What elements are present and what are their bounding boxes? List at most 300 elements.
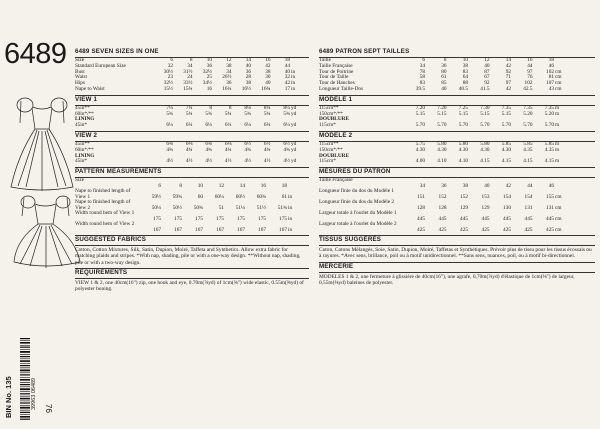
row-value: 4.00: [415, 158, 425, 165]
row-value: 4.30: [437, 146, 447, 153]
modele2-lining-table-fr: [319, 159, 595, 165]
row-value: 7¼: [185, 104, 193, 111]
row-value: 425: [460, 226, 468, 233]
row-value: 33½: [183, 80, 193, 87]
row-value: 51: [218, 204, 224, 211]
pattern-number: 6489: [4, 38, 67, 70]
row-value: 6⅜: [224, 140, 232, 147]
row-value: 81: [548, 74, 554, 81]
row-value: 30½: [163, 68, 173, 75]
row-value: 60½: [235, 193, 245, 200]
table-row: [75, 222, 309, 233]
row-unit: m: [555, 110, 560, 117]
row-label: 45in*: [75, 158, 88, 165]
row-value: 175: [195, 215, 203, 222]
row-value: 4¾: [224, 146, 232, 153]
row-label: Longueur Taille-Dos: [319, 85, 364, 92]
row-value: 7.35: [544, 104, 554, 111]
row-value: 6½: [263, 140, 271, 147]
row-label: Largeur totale à l'ourlet du Modèle 1: [319, 210, 397, 217]
row-value: 5¾: [205, 110, 212, 117]
row-value: 4.30: [458, 146, 468, 153]
row-value: 5.70: [544, 122, 554, 129]
row-value: 32: [167, 62, 173, 69]
row-value: 44: [284, 62, 290, 69]
table-row: [319, 123, 595, 129]
row-value: 40: [484, 62, 490, 69]
french-column: [319, 48, 595, 286]
row-value: 24: [187, 74, 193, 81]
row-value: 60¾: [256, 193, 266, 200]
row-value: 6: [422, 57, 425, 63]
row-label: 115cm*: [319, 122, 336, 129]
measurements-table-en: [75, 178, 309, 233]
row-value: 61: [281, 193, 287, 200]
row-value: 5¾: [224, 110, 232, 117]
row-value: 167: [174, 226, 182, 233]
row-label: 45in*: [75, 122, 88, 129]
row-value: 80: [441, 68, 447, 75]
row-label: 115cm*: [319, 158, 336, 165]
row-value: 5.20: [544, 110, 554, 117]
row-value: 50½: [172, 204, 182, 211]
row-unit: cm: [555, 80, 562, 87]
view1-lining-label-en: LINING: [75, 116, 95, 123]
row-value: 5¾: [283, 110, 290, 117]
row-value: 34½: [202, 80, 212, 87]
row-value: 5.85: [523, 140, 533, 147]
row-value: 445: [481, 215, 490, 222]
row-value: 175: [174, 215, 182, 222]
row-value: 12: [484, 57, 490, 63]
row-value: 5.70: [458, 122, 468, 129]
row-label: 60in*/**: [75, 146, 94, 153]
row-value: 38: [462, 182, 468, 189]
row-value: 167: [153, 226, 161, 233]
row-value: 4½: [166, 158, 173, 165]
row-value: 102: [546, 68, 554, 75]
requirements-header-fr: MERCERIE: [319, 262, 595, 273]
row-value: 32½: [202, 68, 212, 75]
row-value: 39.5: [415, 85, 425, 92]
row-value: 50¼: [151, 204, 161, 211]
row-value: 34: [226, 68, 232, 75]
modele2-header-fr: MODELE 2: [319, 131, 595, 142]
row-value: 175: [258, 215, 266, 222]
row-value: 8⅛: [244, 104, 251, 111]
row-value: 16¼: [222, 85, 232, 92]
row-unit: in: [291, 68, 296, 75]
row-value: 4.10: [437, 158, 447, 165]
row-value: 152: [460, 193, 468, 200]
row-value: 7.25: [458, 104, 468, 111]
row-value: 175: [153, 215, 161, 222]
row-value: 40: [484, 182, 490, 189]
row-value: 38: [265, 68, 271, 75]
bin-number: BIN No. 135: [4, 376, 13, 418]
row-value: 42: [265, 62, 271, 69]
row-label: Waist: [75, 74, 87, 81]
row-value: 16: [260, 182, 266, 189]
row-value: 76: [527, 74, 533, 81]
row-value: 6⅜: [205, 140, 212, 147]
row-value: 42: [505, 85, 511, 92]
table-row: [75, 87, 309, 93]
row-label: Width round hem of View 2: [75, 221, 135, 228]
row-unit: cm: [555, 74, 562, 81]
row-value: 40: [284, 68, 290, 75]
row-value: 15½: [163, 85, 173, 92]
row-value: 14: [239, 182, 245, 189]
requirements-header-en: REQUIREMENTS: [75, 268, 309, 279]
row-value: 5.15: [480, 110, 490, 117]
row-value: 44: [527, 182, 533, 189]
modele1-lining-label-fr: DOUBLURE: [319, 116, 350, 123]
row-value: 129: [481, 204, 490, 211]
row-value: 175: [237, 215, 245, 222]
requirements-text-en: VIEW 1 & 2, one 40cm(16") zip, one hook and eye, 0.70m(⅞yd) of 1cm(⅜") wide elastic, 0.55m(⅝yd) of polyester boning.: [75, 280, 304, 293]
row-value: 4½: [224, 158, 232, 165]
row-value: 38: [462, 62, 468, 69]
row-value: 41.5: [480, 85, 490, 92]
row-value: 5.80: [437, 140, 447, 147]
row-value: 167: [258, 226, 266, 233]
row-value: 7.35: [523, 104, 533, 111]
row-label: Largeur totale à l'ourlet du Modèle 2: [319, 221, 397, 228]
row-label: Nape to finished length of View 2: [75, 199, 131, 211]
row-value: 4.30: [480, 146, 490, 153]
row-value: 425: [524, 226, 533, 233]
row-value: 5.20: [523, 110, 533, 117]
row-value: 32: [284, 74, 290, 81]
row-value: 5.15: [458, 110, 468, 117]
row-value: 51¾: [277, 204, 287, 211]
row-value: 97: [527, 68, 533, 75]
sizes-table-fr: [319, 58, 595, 93]
row-value: 4.15: [544, 158, 554, 165]
row-unit: cm: [555, 204, 562, 211]
row-value: 50¾: [193, 204, 203, 211]
row-value: 130: [503, 204, 511, 211]
row-unit: in: [288, 226, 293, 233]
row-label: Standard European Size: [75, 62, 126, 69]
row-value: 16¾: [261, 85, 271, 92]
row-value: 445: [503, 215, 511, 222]
row-unit: m: [555, 158, 560, 165]
row-label: Taille Française: [319, 62, 353, 69]
row-value: 83: [462, 68, 468, 75]
row-value: 5¾: [166, 110, 173, 117]
row-label: Nape to Waist: [75, 85, 105, 92]
row-label: Taille: [319, 57, 331, 63]
row-unit: yd: [291, 140, 297, 147]
row-value: 4¾: [244, 146, 251, 153]
row-label: 60in*/**: [75, 110, 94, 117]
row-value: 167: [195, 226, 203, 233]
row-unit: yd: [291, 146, 297, 153]
row-value: 4½: [283, 158, 290, 165]
row-value: 7.35: [501, 104, 511, 111]
row-value: 16: [206, 85, 212, 92]
row-value: 36: [245, 68, 251, 75]
fabrics-text-en: Cotton, Cotton Mixtures, Silk, Satin, Dupion, Moiré, Taffeta and Synthetics. Allow extra fabric for matching plaids and stripes. *With nap, shading, pile or with a one-way design. **Without nap, shading, pile or with a two-way design.: [75, 247, 301, 266]
row-value: 6½: [283, 140, 290, 147]
view1-lining-table-en: [75, 123, 309, 129]
view2-lining-label-en: LINING: [75, 152, 95, 159]
row-value: 5.70: [415, 122, 425, 129]
row-value: 5¾: [244, 110, 251, 117]
row-value: 38: [245, 80, 251, 87]
row-value: 4.15: [523, 158, 533, 165]
row-label: Size: [75, 57, 85, 63]
row-value: 6⅜: [166, 140, 173, 147]
row-value: 4.15: [501, 158, 511, 165]
row-value: 175: [279, 215, 287, 222]
fabrics-header-en: SUGGESTED FABRICS: [75, 235, 309, 246]
row-label: Bust: [75, 68, 85, 75]
row-value: 131: [546, 204, 554, 211]
row-value: 10: [197, 182, 203, 189]
row-value: 153: [481, 193, 490, 200]
row-unit: yd: [291, 122, 297, 129]
row-value: 36: [441, 62, 447, 69]
row-value: 4½: [185, 158, 193, 165]
row-value: 128: [417, 204, 425, 211]
barcode: [20, 338, 30, 420]
sizes-header-fr: 6489 PATRON SEPT TAILLES: [319, 48, 595, 58]
row-value: 6: [158, 182, 161, 189]
row-value: 42: [505, 62, 511, 69]
row-value: 6¼: [283, 122, 290, 129]
row-value: 34: [187, 62, 193, 69]
row-value: 60¼: [214, 193, 224, 200]
row-value: 5.80: [480, 140, 490, 147]
row-unit: m: [555, 140, 560, 147]
row-unit: yd: [291, 110, 297, 117]
row-value: 425: [481, 226, 490, 233]
row-value: 4½: [244, 158, 251, 165]
row-label: Nape to finished length of View 1: [75, 188, 131, 200]
row-value: 97: [505, 80, 511, 87]
view1-header-en: VIEW 1: [75, 95, 309, 106]
modele1-table-fr: [319, 106, 595, 118]
row-value: 445: [460, 215, 468, 222]
row-label: 45in**: [75, 140, 90, 147]
row-value: 7.20: [437, 104, 447, 111]
row-value: 445: [438, 215, 447, 222]
row-value: 131: [524, 204, 533, 211]
row-unit: m: [555, 146, 560, 153]
row-value: 167: [237, 226, 245, 233]
row-value: 152: [438, 193, 447, 200]
row-unit: in: [291, 80, 296, 87]
modele1-lining-table-fr: [319, 123, 595, 129]
row-value: 5.15: [437, 110, 447, 117]
row-value: 46: [548, 62, 554, 69]
row-value: 42: [505, 182, 511, 189]
row-label: Tour de Poitrine: [319, 68, 354, 75]
row-value: 167: [216, 226, 224, 233]
row-value: 128: [438, 204, 447, 211]
row-value: 4.30: [501, 146, 511, 153]
row-value: 59½: [151, 193, 161, 200]
row-value: 58: [419, 74, 425, 81]
dress-view1-icon: [8, 95, 76, 193]
row-value: 425: [417, 226, 425, 233]
row-value: 8: [443, 57, 447, 63]
row-value: 31½: [183, 68, 193, 75]
row-value: 107: [546, 80, 554, 87]
row-value: 83: [419, 80, 425, 87]
row-value: 4¾: [283, 146, 290, 153]
english-column: [75, 48, 309, 293]
barcode-digits: 39963 06489: [31, 377, 37, 410]
row-label: Tour de Hanches: [319, 80, 355, 87]
row-value: 92: [484, 80, 490, 87]
row-value: 43: [548, 85, 554, 92]
row-label: Longueur finie du dos du Modèle 2: [319, 199, 395, 206]
row-value: 5.85: [501, 140, 511, 147]
row-value: 4¾: [205, 146, 212, 153]
page-number: 76: [43, 404, 53, 413]
row-value: 18: [548, 57, 554, 63]
row-value: 16: [265, 57, 271, 63]
row-value: 6⅜: [185, 140, 193, 147]
row-value: 7.20: [415, 104, 425, 111]
row-unit: cm: [555, 85, 562, 92]
row-value: 6¼: [263, 122, 271, 129]
row-value: 5.70: [501, 122, 511, 129]
row-value: 67: [484, 74, 490, 81]
row-value: 445: [417, 215, 425, 222]
row-value: 7¼: [166, 104, 173, 111]
row-value: 4.35: [523, 146, 533, 153]
row-value: 5¾: [185, 110, 193, 117]
row-label: Hips: [75, 80, 86, 87]
row-value: 4¾: [263, 146, 271, 153]
row-value: 154: [503, 193, 511, 200]
row-label: Width round hem of View 1: [75, 210, 135, 217]
row-value: 6¼: [185, 122, 193, 129]
row-value: 51¼: [235, 204, 245, 211]
view2-header-en: VIEW 2: [75, 131, 309, 142]
row-value: 14: [505, 57, 511, 63]
row-value: 425: [503, 226, 511, 233]
row-value: 10: [462, 57, 468, 63]
row-unit: in: [288, 215, 293, 222]
table-row: [319, 222, 595, 233]
measurements-table-fr: [319, 178, 595, 233]
row-unit: in: [288, 204, 293, 211]
row-label: 150cm*/**: [319, 110, 343, 117]
row-value: 18: [284, 57, 290, 63]
view2-table-en: [75, 142, 309, 154]
row-unit: m: [555, 104, 560, 111]
row-value: 8¼: [283, 104, 290, 111]
row-value: 8: [209, 104, 212, 111]
row-value: 44: [527, 62, 533, 69]
row-unit: cm: [555, 193, 562, 200]
row-label: 115cm**: [319, 140, 339, 147]
row-value: 151: [417, 193, 425, 200]
row-value: 40: [265, 80, 271, 87]
row-value: 4.30: [415, 146, 425, 153]
row-unit: cm: [555, 215, 562, 222]
row-unit: cm: [555, 68, 562, 75]
row-value: 17: [284, 85, 290, 92]
row-unit: in: [291, 74, 296, 81]
row-value: 5.70: [480, 122, 490, 129]
row-value: 4½: [263, 158, 271, 165]
row-value: 42.5: [523, 85, 533, 92]
row-label: Size: [75, 177, 85, 184]
row-value: 425: [438, 226, 447, 233]
row-value: 4¾: [166, 146, 173, 153]
row-value: 5.75: [415, 140, 425, 147]
row-value: 18: [281, 182, 287, 189]
row-label: 150cm*/**: [319, 146, 343, 153]
modele2-lining-label-fr: DOUBLURE: [319, 152, 350, 159]
row-value: 46: [548, 182, 554, 189]
row-value: 4½: [205, 158, 212, 165]
row-value: 14: [245, 57, 251, 63]
row-value: 6¼: [166, 122, 173, 129]
row-value: 8: [228, 104, 232, 111]
row-value: 445: [546, 215, 554, 222]
row-value: 4.15: [480, 158, 490, 165]
row-value: 36: [206, 62, 212, 69]
row-value: 155: [546, 193, 554, 200]
row-value: 61: [441, 74, 447, 81]
table-row: [75, 123, 309, 129]
row-value: 175: [216, 215, 224, 222]
row-value: 60: [197, 193, 203, 200]
row-value: 167: [279, 226, 287, 233]
row-value: 8: [179, 182, 182, 189]
row-value: 102: [524, 80, 533, 87]
row-value: 6¼: [224, 122, 232, 129]
requirements-text-fr: MODELES 1 & 2, une fermeture à glissière de 40cm(16"), une agrafe, 0,70m(⅞yd) d'élastique de 1cm(⅜") de largeur, 0,55m(⅝yd) baleines de polyester.: [319, 273, 575, 287]
row-value: 40: [245, 62, 251, 69]
table-row: [319, 87, 595, 93]
row-value: 8: [189, 57, 193, 63]
row-value: 7.30: [480, 104, 490, 111]
row-value: 36: [226, 80, 232, 87]
row-value: 30: [265, 74, 271, 81]
row-label: 45in**: [75, 104, 90, 111]
row-value: 92: [505, 68, 511, 75]
row-value: 40.5: [458, 85, 468, 92]
row-unit: yd: [291, 104, 297, 111]
row-value: 32½: [163, 80, 173, 87]
row-value: 4.35: [544, 146, 554, 153]
row-value: 85: [441, 80, 447, 87]
row-label: Tour de Taille: [319, 74, 349, 81]
fabrics-header-fr: TISSUS SUGGÉRÉS: [319, 235, 595, 246]
row-unit: m: [555, 122, 560, 129]
view2-lining-table-en: [75, 159, 309, 165]
row-value: 12: [226, 57, 232, 63]
row-value: 5.15: [415, 110, 425, 117]
row-value: 5.70: [523, 122, 533, 129]
sizes-table-en: [75, 58, 309, 93]
row-value: 16: [527, 57, 533, 63]
row-value: 5.85: [544, 140, 554, 147]
row-value: 38: [226, 62, 232, 69]
row-value: 5¾: [263, 110, 271, 117]
row-value: 16½: [241, 85, 251, 92]
row-label: Longueur finie du dos du Modèle 1: [319, 188, 395, 195]
